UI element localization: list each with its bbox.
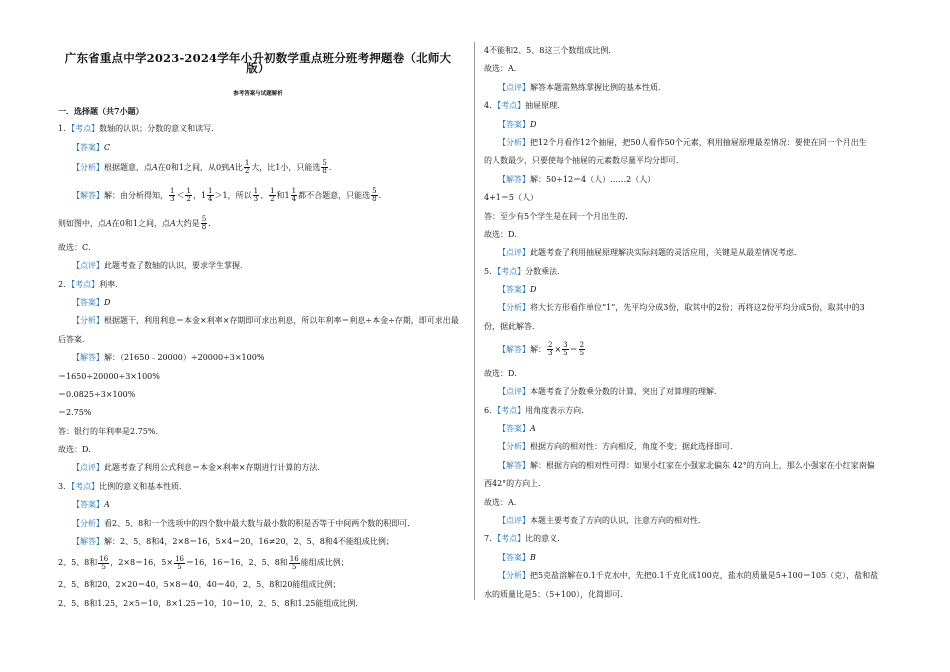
q1-kaodian: 1．【考点】数轴的认识；分数的意义和读写． [58,124,220,134]
q3-step-20: 2、5、8和20，2×20＝40，5×8＝40，40＝40，2、5、8和20能组成比例； [58,580,341,590]
q2-kaodian: 2．【考点】利率． [58,279,124,289]
q5-fenxi-cont: 份，据此解答． [484,321,540,331]
q3-choice: 故选：A． [484,64,522,74]
q3-answer: 【答案】A [72,500,110,510]
q6-kaodian: 6．【考点】用角度表示方向． [484,405,590,415]
q3-step-125: 2、5、8和1.25，2×5＝10，8×1.25＝10，10＝10，2、5、8和1.25能组成比例． [58,598,364,608]
fraction-16-5: $\frac{16}{5}$ [175,554,184,571]
fraction-2-5: $\frac{2}{5}$ [579,341,585,358]
q7-fenxi: 【分析】把5克盐溶解在0.1千克水中，先把0.1千克化成100克，盐水的质量是5+100＝105（克），盐和盐 [498,571,879,581]
q6-answer: 【答案】A [498,424,536,434]
q4-kaodian: 4．【考点】抽屉原理． [484,101,566,111]
q2-step-2: ＝1650÷20000÷3×100% [58,371,160,381]
right-column [484,42,894,600]
q4-dianping: 【点评】此题考查了利用抽屉原理解决实际问题的灵活应用，关键是从最差情况考虑． [498,248,802,258]
q2-fenxi-cont: 后答案． [58,334,90,344]
q4-fenxi: 【分析】把12个月看作12个抽屉，把50人看作50个元素，利用抽屉原理最差情况：要使在同一个月出生 [498,137,867,147]
q3-step-frac: 2、5、8和 $\frac{16}{5}$ ，2×8＝16，5× $\frac{16}{5}$ ＝16，16＝16，2、5、8和 $\frac{16}{5}$ 能组成比例； [58,554,349,571]
fraction-5-8: $\frac{5}{8}$ [201,215,207,232]
q6-dianping: 【点评】本题主要考查了方向的认识，注意方向的相对性． [498,515,706,525]
left-column [58,40,458,609]
q2-step-4: ＝2.75% [58,408,92,418]
fraction-1-2: $\frac{1}{2}$ [186,187,191,204]
q2-dianping: 【点评】此题考查了利用公式利息＝本金×利率×存期进行计算的方法． [72,463,326,473]
fraction-3-5: $\frac{3}{5}$ [563,341,568,358]
page-subtitle: 参考答案与试题解析 [233,91,283,97]
fraction-1-4: $\frac{1}{4}$ [208,187,213,204]
q3-jieda: 【解答】解：2、5、8和4，2×8＝16，5×4＝20，16≠20，2、5、8和4不能组成比例； [72,537,394,547]
fraction-5-8: $\frac{5}{8}$ [322,159,327,176]
q3-fenxi: 【分析】看2、5、8和一个选项中的四个数中最大数与最小数的积是否等于中间两个数的积即可． [72,518,416,528]
q5-kaodian: 5．【考点】分数乘法． [484,266,566,276]
q3-dianping: 【点评】解答本题需熟练掌握比例的基本性质． [498,82,666,92]
q1-dianping: 【点评】此题考查了数轴的认识，要求学生掌握． [72,261,248,271]
q2-answer: 【答案】D [72,297,111,307]
q2-step-3: ＝0.0825÷3×100% [58,389,136,399]
q4-answer-text: 答：至少有5个学生是在同一个月出生的． [484,211,634,221]
q1-fenxi: 【分析】根据题意，点A在0和1之间，从0到A比 $\frac{1}{2}$ 大，比1小，只能选 $\frac{5}{8}$ ． [72,159,337,176]
q4-step-2: 4+1＝5（人） [484,193,538,203]
section-heading: 一．选择题（共7小题） [58,106,144,116]
q2-jieda: 【解答】解：（21650﹣20000）÷20000÷3×100% [72,353,265,363]
fraction-1-2: $\frac{1}{2}$ [244,159,250,176]
q5-choice: 故选：D． [484,368,523,378]
q7-fenxi-cont: 水的质量比是5：（5+100），化简即可． [484,589,629,599]
q7-answer: 【答案】B [498,552,536,562]
q6-fenxi: 【分析】根据方向的相对性：方向相反，角度不变；据此选择即可． [498,442,738,452]
q4-choice: 故选：D． [484,229,523,239]
fraction-1-2: $\frac{1}{2}$ [270,187,275,204]
q1-choice: 故选：C． [58,242,97,252]
q3-kaodian: 3．【考点】比例的意义和基本性质． [58,481,188,491]
q1-jieda: 【解答】解：由分析得知， $\frac{1}{3}$ ＜ $\frac{1}{2}$ ，1 $\frac{1}{4}$ ＞1，所以 $\frac{1}{3}$ 、 $\frac{1}{2}$ 和1 $\frac{1}{4}$ 都不合题意，只能选 $\frac{5}{8}$ ． [72,187,387,204]
divider-line [474,42,475,600]
fraction-1-3: $\frac{1}{3}$ [170,187,175,204]
fraction-5-8: $\frac{5}{8}$ [372,187,377,204]
q1-conclusion: 则如图中，点A在0和1之间，点A大约是 $\frac{5}{8}$ ． [58,215,217,232]
page-title: 广东省重点中学2023-2024学年小升初数学重点班分班考押题卷（北师大版） [64,51,452,75]
q4-answer: 【答案】D [498,119,537,129]
q5-dianping: 【点评】本题考查了分数乘分数的计算，突出了对算理的理解． [498,387,722,397]
q5-jieda: 【解答】解： $\frac{2}{3}$ × $\frac{3}{5}$ ＝ $\frac{2}{5}$ [498,341,585,358]
q4-jieda: 【解答】解：50÷12＝4（人）……2（人） [498,174,656,184]
fraction-1-4: $\frac{1}{4}$ [291,187,297,204]
q2-fenxi: 【分析】根据题干，利用利息＝本金×利率×存期即可求出利息，所以年利率＝利息÷本金÷存期，即可求出最 [72,316,459,326]
fraction-16-5: $\frac{16}{5}$ [99,554,109,571]
q2-choice: 故选：D． [58,445,97,455]
fraction-16-5: $\frac{16}{5}$ [289,554,299,571]
q1-answer: 【答案】C [72,142,111,152]
q5-fenxi: 【分析】将大长方形看作单位“1”，先平均分成3份，取其中的2份；再将这2份平均分成5份，取其中的3 [498,303,865,313]
q7-kaodian: 7．【考点】比的意义． [484,534,566,544]
q6-jieda: 【解答】解：根据方向的相对性可得：如果小红家在小强家北偏东 42°的方向上，那么小强家在小红家南偏 [498,460,875,470]
q5-answer: 【答案】D [498,285,537,295]
fraction-2-3: $\frac{2}{3}$ [548,341,553,358]
fraction-1-3: $\frac{1}{3}$ [253,187,259,204]
q4-fenxi-cont: 的人数最少，只要使每个抽屉的元素数尽量平均分即可． [484,156,684,166]
q2-answer-text: 答：银行的年利率是2.75%． [58,426,164,436]
q3-cont: 4不能和2、5、8这三个数组成比例． [484,46,617,55]
q6-jieda-cont: 西42°的方向上． [484,479,547,489]
q6-choice: 故选：A． [484,497,522,507]
